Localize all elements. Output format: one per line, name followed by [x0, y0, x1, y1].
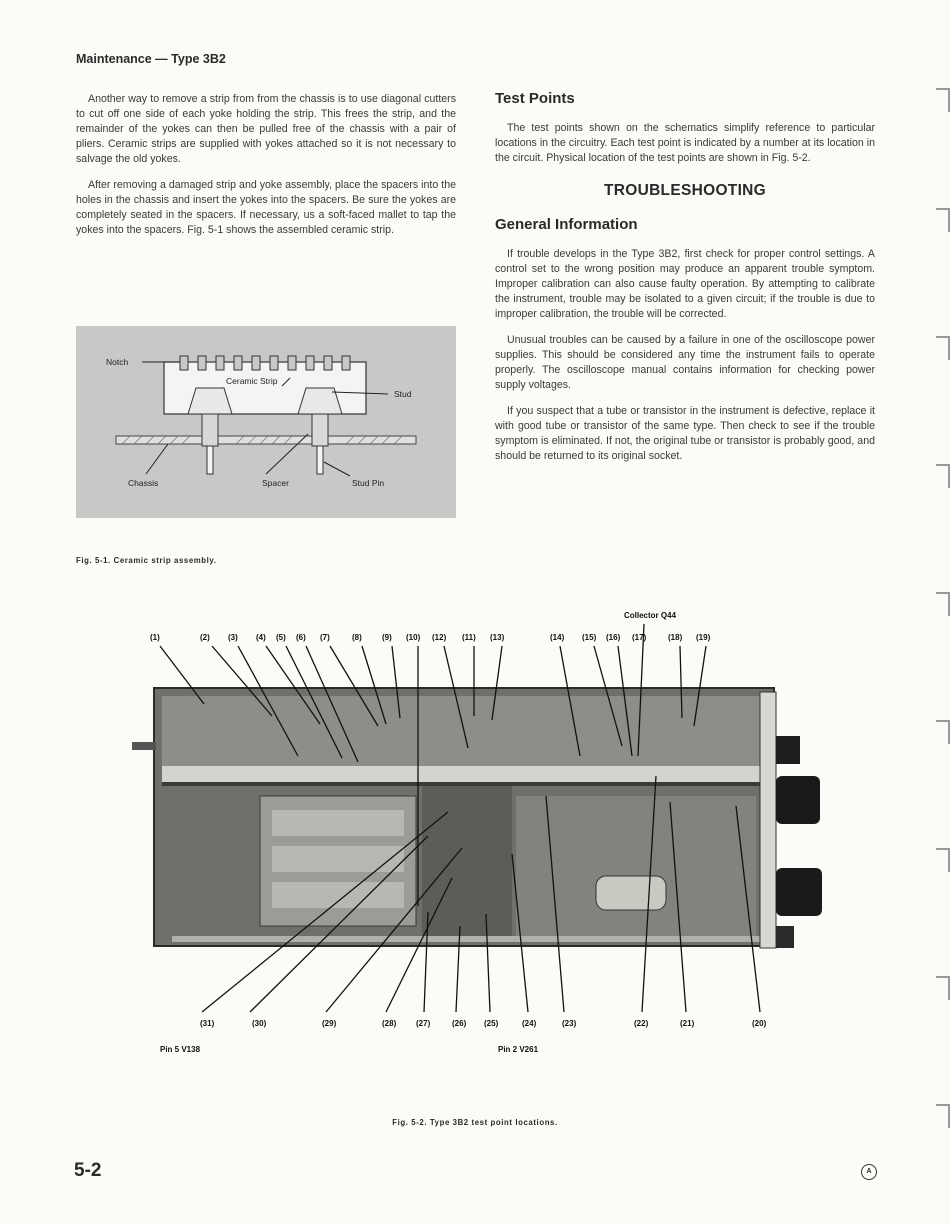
test-point-12: (12) — [432, 633, 447, 642]
leader-stud-pin — [324, 462, 350, 476]
ceramic-strip-figure — [76, 326, 456, 518]
board-strip-3 — [272, 882, 404, 908]
test-point-20: (20) — [752, 1019, 767, 1028]
test-point-7: (7) — [320, 633, 330, 642]
front-panel — [760, 692, 776, 948]
general-paragraph-3: If you suspect that a tube or transistor in the instrument is defective, replace it with good tube or transistor of the same type. Then check to see if the trouble symptom is eliminated. If not, the original tube or transistor is probably good, and should be returned to its original socket. — [495, 405, 875, 462]
rear-connector — [132, 742, 156, 750]
page-number: 5-2 — [74, 1160, 102, 1181]
publisher-logo-icon: A — [861, 1164, 877, 1180]
test-point-26: (26) — [452, 1019, 467, 1028]
right-column — [495, 90, 875, 475]
test-point-24: (24) — [522, 1019, 537, 1028]
test-point-19: (19) — [696, 633, 711, 642]
top-test-points — [150, 633, 711, 642]
wiring-harness — [422, 786, 512, 936]
test-point-4: (4) — [256, 633, 266, 642]
test-point-29: (29) — [322, 1019, 337, 1028]
collector-label: Collector Q44 — [624, 611, 677, 620]
spacer-left — [202, 414, 218, 446]
test-point-25: (25) — [484, 1019, 499, 1028]
test-point-16: (16) — [606, 633, 621, 642]
general-info-heading: General Information — [495, 216, 638, 233]
test-point-5: (5) — [276, 633, 286, 642]
test-point-31: (31) — [200, 1019, 215, 1028]
knob-2-icon — [776, 776, 820, 824]
board-strip-1 — [272, 810, 404, 836]
test-point-figure — [76, 606, 936, 1076]
test-point-14: (14) — [550, 633, 565, 642]
left-column — [76, 92, 456, 249]
test-point-6: (6) — [296, 633, 306, 642]
label-stud-pin: Stud Pin — [352, 478, 385, 488]
test-points-heading: Test Points — [495, 90, 575, 107]
knob-3-icon — [776, 868, 822, 916]
general-paragraph-2: Unusual troubles can be caused by a failure in one of the oscilloscope power supplies. This should be considered any time the instrument fails to operate properly. The oscilloscope manual contains information for checking power supply voltages. — [495, 334, 875, 391]
label-ceramic-strip: Ceramic Strip — [226, 376, 278, 386]
stud-pin-right — [317, 446, 323, 474]
top-component-row — [162, 696, 762, 766]
board-strip-2 — [272, 846, 404, 872]
test-point-3: (3) — [228, 633, 238, 642]
test-point-13: (13) — [490, 633, 505, 642]
spacer-right — [312, 414, 328, 446]
page-header: Maintenance — Type 3B2 — [76, 52, 226, 66]
pin-label-v138: Pin 5 V138 — [160, 1045, 201, 1054]
test-point-10: (10) — [406, 633, 421, 642]
test-point-11: (11) — [462, 633, 476, 642]
test-point-8: (8) — [352, 633, 362, 642]
test-point-17: (17) — [632, 633, 647, 642]
test-point-28: (28) — [382, 1019, 397, 1028]
leader-chassis — [146, 444, 168, 474]
knob-1-icon — [776, 736, 800, 764]
test-point-21: (21) — [680, 1019, 695, 1028]
test-point-15: (15) — [582, 633, 597, 642]
test-point-23: (23) — [562, 1019, 577, 1028]
test-point-2: (2) — [200, 633, 210, 642]
stud-pin-left — [207, 446, 213, 474]
label-spacer: Spacer — [262, 478, 289, 488]
yoke-left — [188, 388, 232, 414]
test-point-22: (22) — [634, 1019, 649, 1028]
general-paragraph-1: If trouble develops in the Type 3B2, first check for proper control settings. A control set to the wrong position may produce an apparent trouble symptom. Improper calibration can also cause faulty operation. By attempting to calibrate the instrument, trouble may be isolated to a given circuit; if the trouble is due to improper calibration, the trouble will be corrected. — [495, 248, 875, 320]
test-points-paragraph: The test points shown on the schematics simplify reference to particular locations in the circuitry. Each test point is indicated by a number at its location in the circuit. Physical location of the test points are shown in Fig. 5-2. — [495, 122, 875, 164]
label-notch: Notch — [106, 357, 129, 367]
label-stud: Stud — [394, 389, 412, 399]
pin-label-v261: Pin 2 V261 — [498, 1045, 539, 1054]
test-point-9: (9) — [382, 633, 392, 642]
capacitor — [596, 876, 666, 910]
ceramic-strip-row-top — [162, 766, 762, 782]
troubleshooting-heading: TROUBLESHOOTING — [603, 182, 767, 199]
test-point-27: (27) — [416, 1019, 431, 1028]
test-point-18: (18) — [668, 633, 683, 642]
test-point-1: (1) — [150, 633, 160, 642]
fig2-caption: Fig. 5-2. Type 3B2 test point locations. — [392, 1118, 558, 1127]
paragraph-strip-removal: Another way to remove a strip from from the chassis is to use diagonal cutters to cut off one side of each yoke holding the strip. This frees the strip, and the remainder of the yokes can then be pulled free of the chassis with a pair of pliers. Ceramic strips are supplied with yokes attached so it is not necessary to salvage the old yokes. — [76, 93, 456, 165]
knob-4-icon — [776, 926, 794, 948]
paragraph-strip-install: After removing a damaged strip and yoke assembly, place the spacers into the holes in the chassis and insert the yokes into the spacers. Be sure the yokes are completely seated in the spacers. If necessary, us a soft-faced mallet to tap the yokes into the spacers. Fig. 5-1 shows the assembled ceramic strip. — [76, 179, 456, 236]
chassis-photo — [76, 606, 936, 1076]
ceramic-strip-diagram — [76, 326, 456, 518]
label-chassis: Chassis — [128, 478, 159, 488]
fig1-caption: Fig. 5-1. Ceramic strip assembly. — [76, 556, 217, 565]
test-point-30: (30) — [252, 1019, 267, 1028]
bottom-test-points — [200, 1019, 767, 1028]
